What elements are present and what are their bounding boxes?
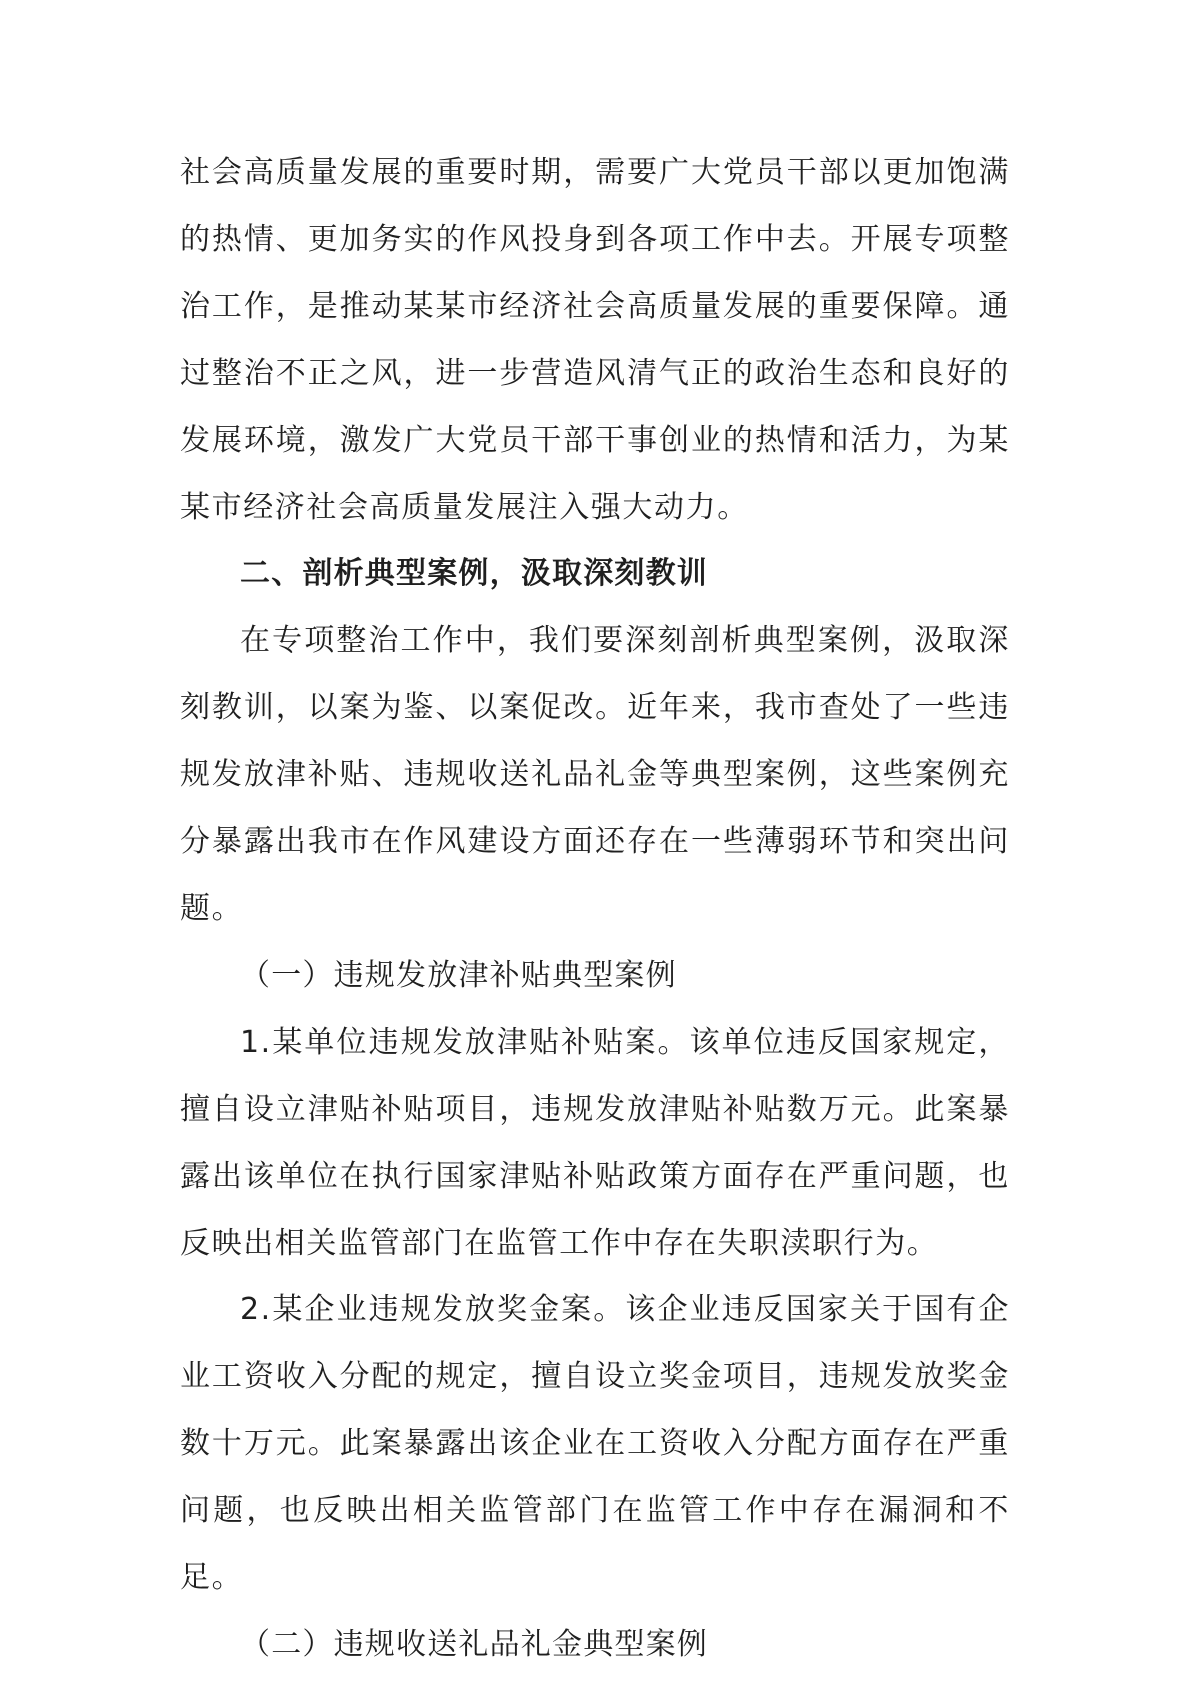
subsection-heading: （二）违规收送礼品礼金典型案例 bbox=[240, 1626, 708, 1662]
continuation-paragraph: 社会高质量发展的重要时期，需要广大党员干部以更加饱满的热情、更加务实的作风投身到各项工作中去。开展专项整治工作，是推动某某市经济社会高质量发展的重要保障。通过整治不正之风，进一步营造风清气正的政治生态和良好的发展环境，激发广大党员干部干事创业的热情和活力，为某某市经济社会高质量发展注入强大动力。 bbox=[180, 155, 1010, 525]
section-heading: 二、剖析典型案例，汲取深刻教训 bbox=[240, 556, 708, 592]
case-paragraph: 2.某企业违规发放奖金案。该企业违反国家关于国有企业工资收入分配的规定，擅自设立奖金项目，违规发放奖金数十万元。此案暴露出该企业在工资收入分配方面存在严重问题，也反映出相关监管部门在监管工作中存在漏洞和不足。 bbox=[180, 1292, 1010, 1596]
case-paragraph: 1.某单位违规发放津贴补贴案。该单位违反国家规定，擅自设立津贴补贴项目，违规发放津贴补贴数万元。此案暴露出该单位在执行国家津贴补贴政策方面存在严重问题，也反映出相关监管部门在监管工作中存在失职渎职行为。 bbox=[180, 1024, 1010, 1261]
section-intro-paragraph: 在专项整治工作中，我们要深刻剖析典型案例，汲取深刻教训，以案为鉴、以案促改。近年来，我市查处了一些违规发放津补贴、违规收送礼品礼金等典型案例，这些案例充分暴露出我市在作风建设方面还存在一些薄弱环节和突出问题。 bbox=[180, 623, 1010, 926]
document-body bbox=[180, 140, 1010, 1679]
subsection-heading: （一）违规发放津补贴典型案例 bbox=[240, 957, 677, 993]
